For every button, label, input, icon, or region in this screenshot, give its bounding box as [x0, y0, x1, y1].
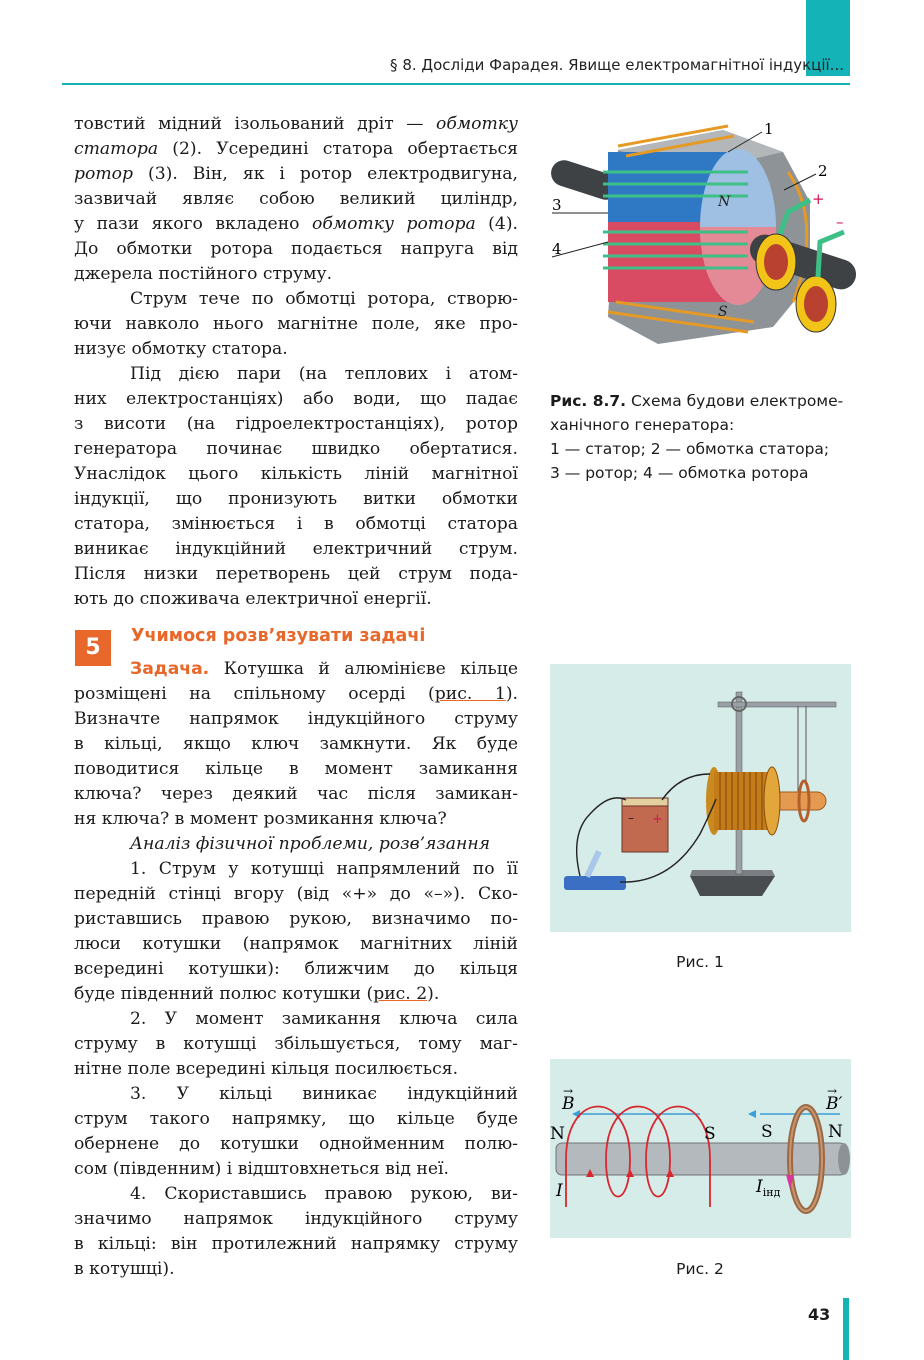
text-line: ють до споживача електричної енергії. [74, 589, 432, 609]
label-1: 1 [764, 120, 774, 138]
task-statement [74, 657, 518, 832]
slip-ring-2-inner [804, 286, 828, 322]
text-line: 3. У кільці виникає індукційний [130, 1084, 518, 1104]
label-4: 4 [552, 240, 562, 258]
text-fragment: розміщені на спільному осерді ( [74, 684, 435, 704]
task-label: Задача. [130, 659, 210, 679]
figure-1-setup [550, 664, 851, 932]
figure-2-caption: Рис. 2 [676, 1260, 724, 1278]
label-i: I [556, 1181, 563, 1201]
text-line: всередині котушки): ближчим до кільця [74, 959, 518, 979]
running-header: § 8. Досліди Фарадея. Явище електромагнітної індукції... [390, 56, 844, 74]
stand-arm [718, 702, 836, 707]
label-3: 3 [552, 196, 562, 214]
label-b-prime: B′ [826, 1094, 843, 1114]
text-fragment: (3). Він, як і ротор електродвигуна, [133, 164, 518, 184]
text-line: них електростанціях) або води, що падає [74, 389, 518, 409]
text-line: люси котушки (напрямок магнітних ліній [74, 934, 518, 954]
text-fragment: товстий мідний ізольований дріт — [74, 114, 437, 134]
text-line: 1. Струм у котушці напрямлений по її [130, 859, 518, 879]
text-line: виникає індукційний електричний струм. [74, 539, 518, 559]
text-line: джерела постійного струму. [74, 264, 333, 284]
vector-arrow-b: → [563, 1084, 574, 1098]
switch-base [564, 876, 626, 890]
text-line: індукції, що пронизують витки обмотки [74, 489, 518, 509]
header-rule [62, 83, 850, 85]
field-lines-illustration [550, 1059, 851, 1238]
section-title: Учимося розв’язувати задачі [131, 626, 426, 646]
label-s-ring: S [761, 1122, 773, 1142]
plus-sign: + [812, 190, 825, 208]
label-2: 2 [818, 162, 828, 180]
battery-plus-sign: + [652, 812, 663, 827]
text-line: До обмотки ротора подається напруга від [74, 239, 518, 259]
switch-lever [584, 850, 601, 878]
text-line: струм такого напрямку, що кільце буде [74, 1109, 518, 1129]
wire-switch-battery [577, 798, 626, 876]
text-line: значимо напрямок індукційного струму [74, 1209, 518, 1229]
text-fragment: ). [427, 984, 440, 1004]
text-line: Після низки перетворень цей струм пода- [74, 564, 518, 584]
text-line: ключа? через деякий час після замикан- [74, 784, 518, 804]
figure-generator-caption [550, 389, 860, 485]
label-i-ind-sub: інд [762, 1186, 781, 1199]
text-line: в кільці: він протилежний напрямку струму [74, 1234, 518, 1254]
text-line: в кільці, якщо ключ замкнути. Як буде [74, 734, 518, 754]
solution-heading: Аналіз фізичної проблеми, розв’язання [130, 834, 491, 854]
term-italic: обмотку [436, 114, 518, 134]
text-fragment: буде південний полюс котушки ( [74, 984, 374, 1004]
text-fragment: ). [505, 684, 518, 704]
text-line: статора, змінюється і в обмотці статора [74, 514, 518, 534]
text-line: 4. Скориставшись правою рукою, ви- [130, 1184, 518, 1204]
paragraph-stator [74, 112, 518, 287]
slip-ring-1-inner [764, 244, 788, 280]
paragraph-rotor-current [74, 287, 518, 362]
coil-ring-setup-illustration [550, 664, 851, 932]
text-line: поводитися кільце в момент замикання [74, 759, 518, 779]
solution [74, 832, 518, 1282]
text-line: генератора починає швидко обертатися. [74, 439, 518, 459]
text-line: Під дією пари (на теплових і атом- [130, 364, 518, 384]
term-italic: обмотку ротора [312, 214, 476, 234]
battery-minus-sign: – [628, 811, 634, 825]
field-arrowhead-ring [748, 1110, 756, 1118]
text-line: ючи навколо нього магнітне поле, яке про- [74, 314, 518, 334]
wire-battery-coil [662, 774, 710, 800]
caption-text: ханічного генератора: [550, 416, 735, 434]
text-line: Струм тече по обмотці ротора, створю- [130, 289, 518, 309]
label-n-ring: N [828, 1122, 843, 1142]
text-line: обернене до котушки однойменним полю- [74, 1134, 518, 1154]
caption-label: Рис. 8.7. [550, 392, 627, 410]
text-fragment: (2). Усередині статора обертається [158, 139, 518, 159]
label-i-ind-main: I [756, 1177, 763, 1197]
core-rod [556, 1143, 846, 1175]
term-italic: ротор [74, 164, 133, 184]
text-line: нітне поле всередині кільця посилюється. [74, 1059, 459, 1079]
text-line: Унаслідок цього кількість ліній магнітної [74, 464, 518, 484]
text-fragment: Котушка й алюмінієве кільце [209, 659, 518, 679]
figure-reference-link[interactable]: рис. 1 [434, 684, 506, 704]
coil-flange-right [764, 767, 780, 835]
vector-arrow-b-prime: → [827, 1084, 838, 1098]
stand-base-top [690, 870, 775, 876]
text-line: струму в котушці збільшується, тому маг- [74, 1034, 518, 1054]
label-n-coil: N [550, 1124, 565, 1144]
text-fragment: у пази якого вкладено [74, 214, 312, 234]
label-b: B [562, 1094, 575, 1114]
term-italic: статора [74, 139, 159, 159]
text-line: ня ключа? в момент розмикання ключа? [74, 809, 447, 829]
text-line: з висоти (на гідроелектростанціях), ротор [74, 414, 518, 434]
figure-generator [548, 112, 858, 362]
text-line: риставшись правою рукою, визначимо по- [74, 909, 518, 929]
page-number-tab [843, 1298, 849, 1360]
text-line: в котушці). [74, 1259, 175, 1279]
caption-text: 1 — статор; 2 — обмотка статора; [550, 440, 830, 458]
minus-sign: – [836, 213, 844, 231]
text-fragment: (4). [475, 214, 518, 234]
figure-2-field [550, 1059, 851, 1238]
battery-top [622, 798, 668, 806]
section-number-badge: 5 [75, 630, 111, 666]
text-line: сом (південним) і відштовхнеться від неї. [74, 1159, 449, 1179]
text-line: низує обмотку статора. [74, 339, 288, 359]
generator-illustration [548, 112, 858, 362]
figure-reference-link[interactable]: рис. 2 [373, 984, 428, 1004]
caption-text: Схема будови електроме- [626, 392, 844, 410]
pole-s-label: S [718, 304, 728, 320]
caption-text: 3 — ротор; 4 — обмотка ротора [550, 464, 809, 482]
stand-base [690, 876, 775, 896]
pole-n-label: N [718, 194, 731, 210]
core-rod-end [838, 1143, 850, 1175]
text-line: передній стінці вгору (від «+» до «–»). Ско- [74, 884, 518, 904]
text-line: зазвичай являє собою великий циліндр, [74, 189, 518, 209]
text-line: 2. У момент замикання ключа сила [130, 1009, 518, 1029]
label-s-coil: S [704, 1124, 716, 1144]
page-number: 43 [808, 1305, 831, 1324]
paragraph-generator-operation [74, 362, 518, 612]
label-i-ind [755, 1177, 781, 1199]
text-line: Визначте напрямок індукційного струму [74, 709, 518, 729]
figure-1-caption: Рис. 1 [676, 953, 724, 971]
